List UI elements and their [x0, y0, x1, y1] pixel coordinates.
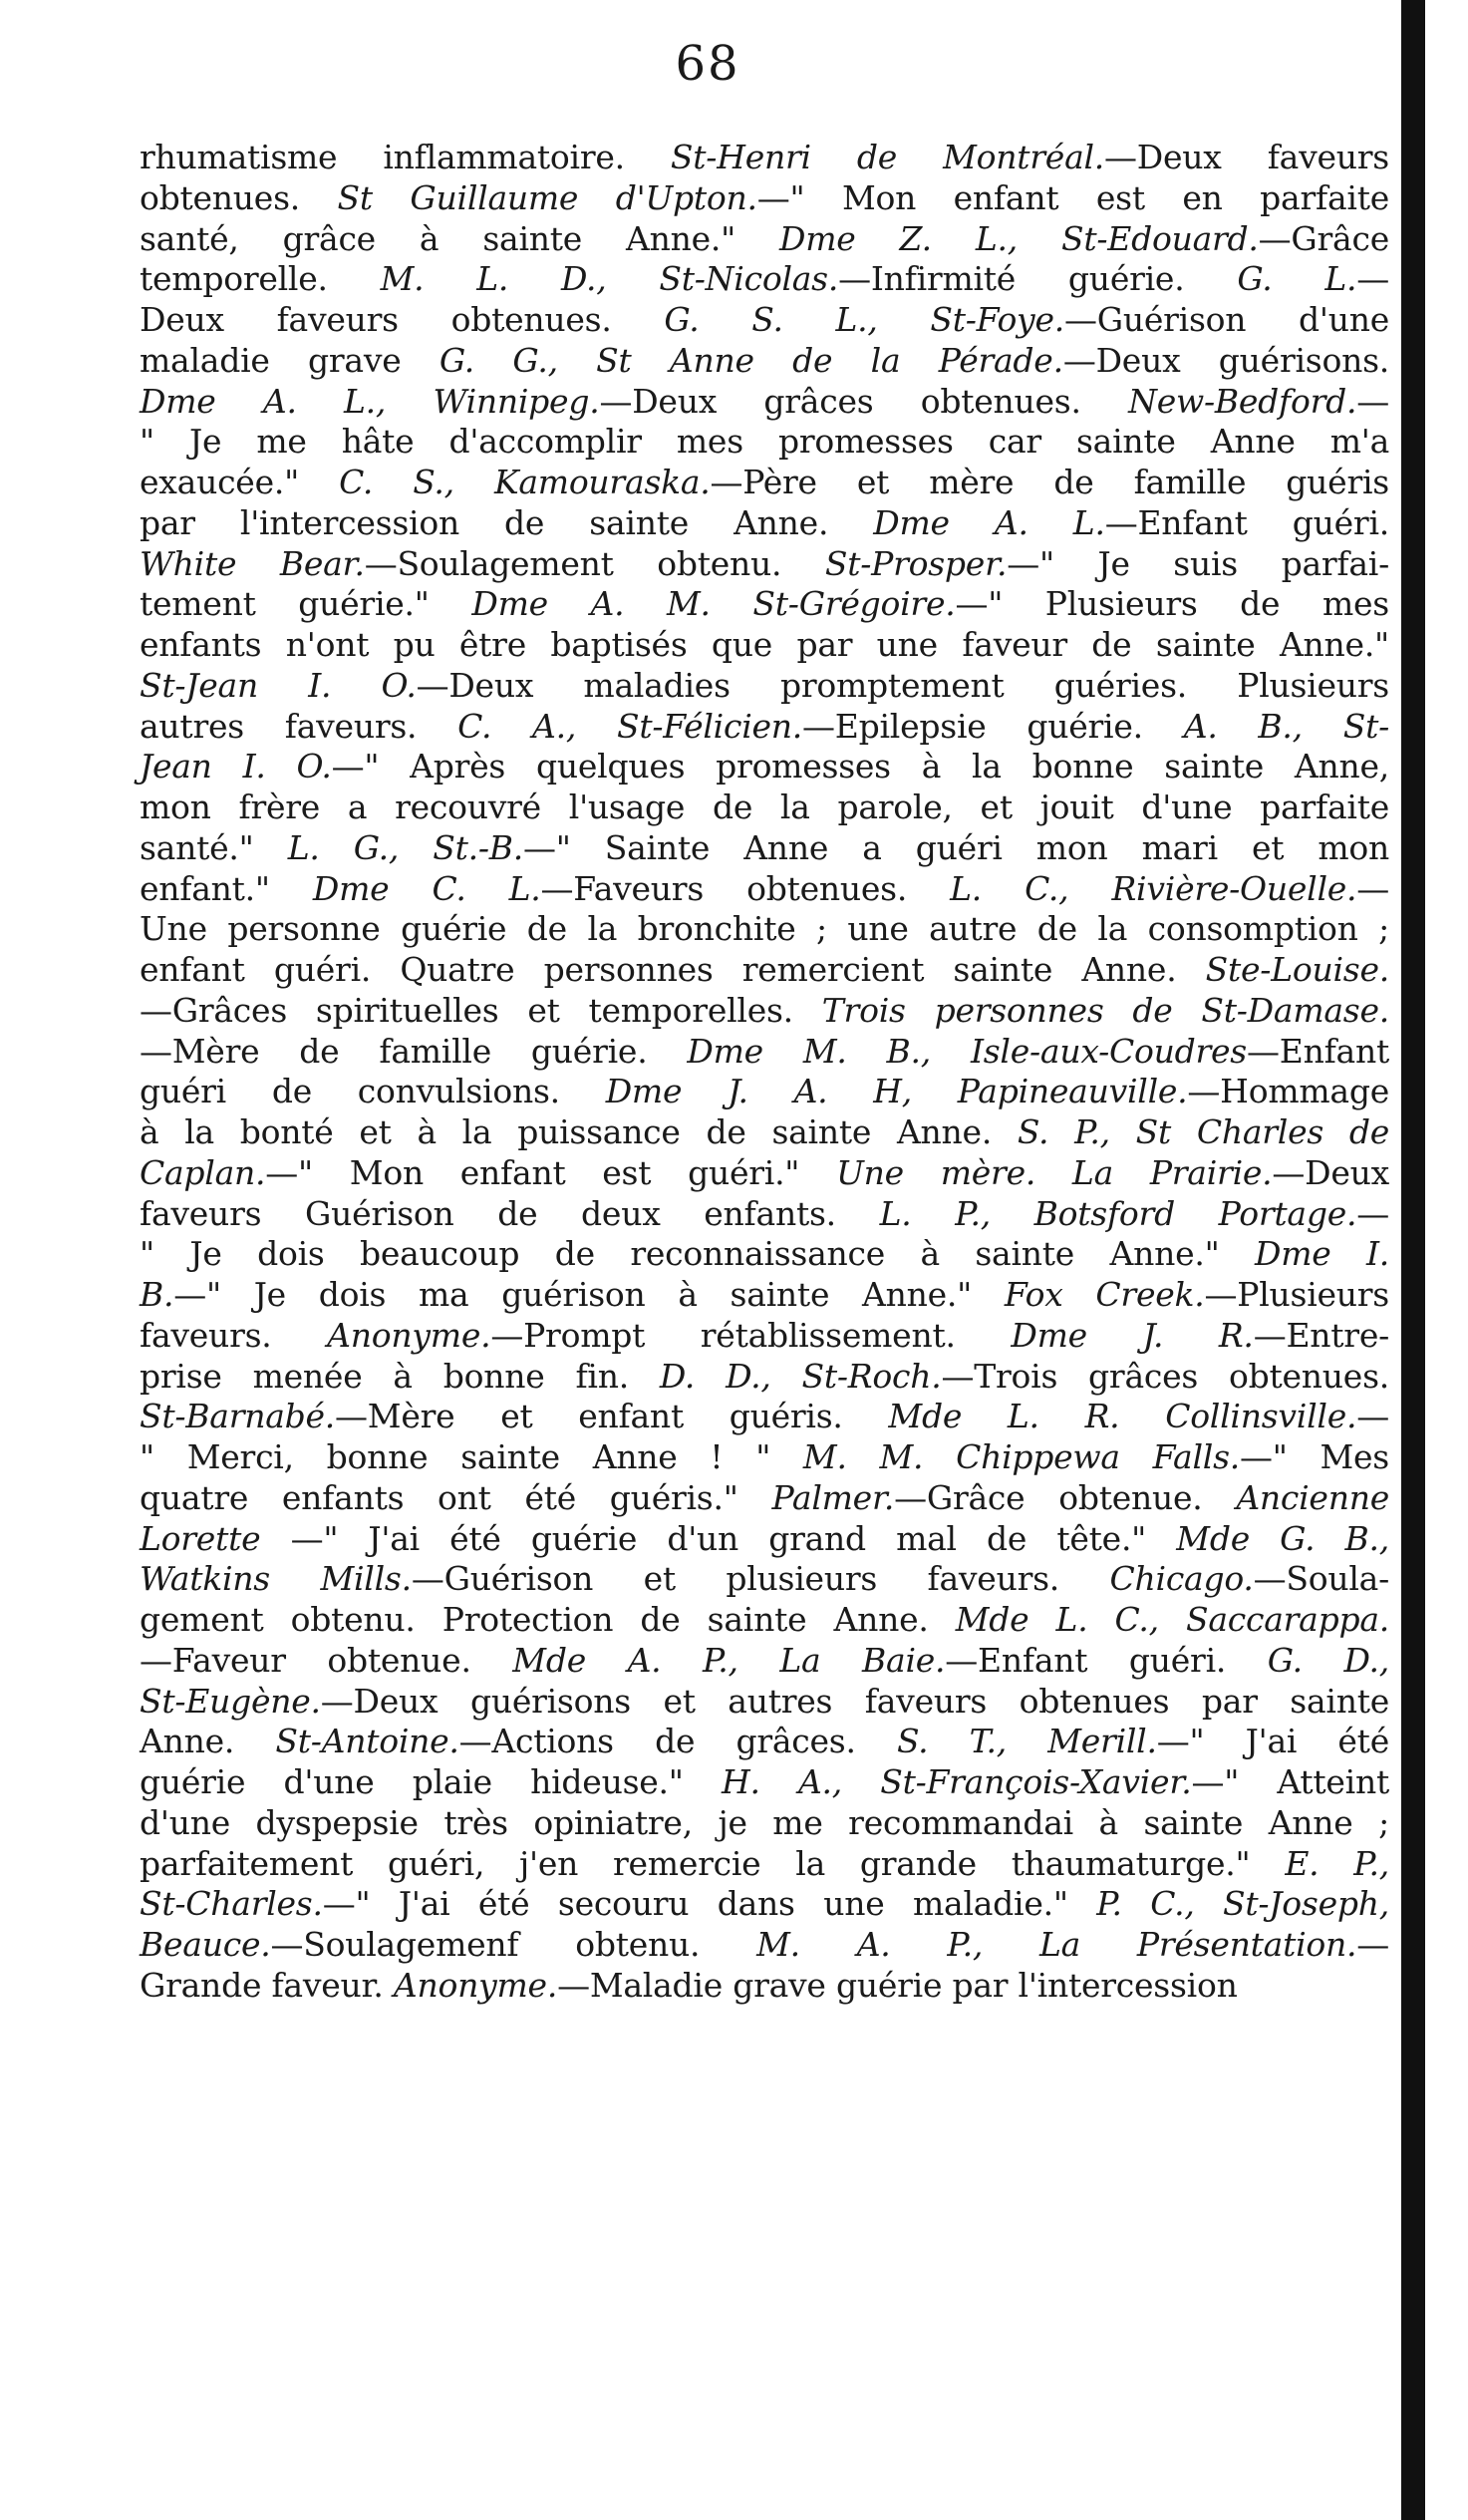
text-line — [140, 747, 1389, 788]
italic-segment: St-Charles. — [140, 1884, 323, 1924]
text-segment: faveurs. — [140, 1315, 328, 1355]
italic-segment: Jean I. O. — [140, 747, 332, 787]
text-segment: —Hommage — [1187, 1072, 1389, 1111]
text-line — [140, 1925, 1389, 1966]
italic-segment: Palmer. — [771, 1477, 895, 1517]
italic-segment: Une mère. La Prairie. — [836, 1152, 1273, 1192]
text-line — [140, 1437, 1389, 1478]
text-segment: —Père et mère de famille guéris — [710, 463, 1389, 501]
text-line — [140, 1478, 1389, 1519]
text-line — [140, 584, 1389, 625]
italic-segment: Ancienne — [1236, 1477, 1389, 1517]
text-segment: Grande faveur. — [140, 1965, 394, 2005]
italic-segment: C. S., Kamouraska. — [339, 463, 711, 501]
text-segment: —" Atteint — [1191, 1762, 1389, 1801]
text-segment: —" Mon enfant est guéri." — [265, 1152, 837, 1192]
italic-segment: Fox Creek. — [1004, 1275, 1205, 1314]
italic-segment: G. G., St Anne de la Pérade. — [439, 340, 1063, 380]
italic-segment: G. D., — [1267, 1640, 1390, 1680]
text-line — [140, 259, 1389, 300]
text-segment: — — [1356, 1193, 1389, 1233]
text-line — [140, 219, 1389, 260]
text-segment: —Deux maladies promptement guéries. Plusieurs — [416, 665, 1389, 705]
italic-segment: Dme A. L. — [873, 502, 1105, 542]
text-segment: guérie d'une plaie hideuse." — [140, 1762, 722, 1801]
text-segment: temporelle. — [140, 259, 381, 299]
text-segment: —Enfant guéri. — [945, 1640, 1268, 1680]
text-segment: —Grâces spirituelles et temporelles. — [140, 990, 822, 1030]
text-segment: — — [1356, 381, 1389, 421]
text-line — [140, 1112, 1389, 1153]
text-segment: obtenues. — [140, 177, 338, 217]
italic-segment: Watkins Mills. — [140, 1559, 412, 1599]
text-segment: —Soulagement obtenu. — [364, 543, 825, 583]
italic-segment: New-Bedford. — [1128, 381, 1357, 421]
text-segment: —Faveur obtenue. — [140, 1640, 513, 1680]
italic-segment: H. A., St-François-Xavier. — [721, 1762, 1192, 1801]
text-segment: —" Plusieurs de mes — [955, 584, 1389, 624]
italic-segment: Dme A. M. St-Grégoire. — [471, 584, 956, 624]
italic-segment: Dme C. L. — [312, 868, 541, 908]
italic-segment: St-Henri de Montréal. — [670, 138, 1105, 176]
text-segment: exaucée." — [140, 463, 340, 501]
text-line — [140, 869, 1389, 910]
italic-segment: A. B., St- — [1183, 706, 1389, 746]
page-number: 68 — [675, 36, 740, 92]
text-segment: —Plusieurs — [1204, 1275, 1389, 1314]
text-line — [140, 1966, 1389, 2007]
text-segment: —Deux guérisons. — [1062, 340, 1390, 380]
text-segment: —Infirmité guérie. — [838, 259, 1238, 299]
text-segment: —" Mes — [1240, 1437, 1389, 1476]
text-line — [140, 625, 1389, 666]
text-segment: —Deux guérisons et autres faveurs obtenues par sainte — [320, 1681, 1389, 1721]
italic-segment: Dme J. R. — [1011, 1315, 1254, 1355]
text-segment: —Deux faveurs — [1104, 138, 1389, 176]
text-line — [140, 1722, 1389, 1762]
page-edge-shadow — [1401, 0, 1425, 2520]
text-line — [140, 1519, 1389, 1560]
text-line — [140, 1682, 1389, 1723]
text-segment: —" J'ai été secouru dans une maladie." — [322, 1884, 1097, 1924]
text-segment: —Enfant — [1247, 1031, 1389, 1071]
text-line — [140, 1762, 1389, 1803]
text-segment: —" Sainte Anne a guéri mon mari et mon — [522, 827, 1390, 867]
text-segment: —Soulagemenf obtenu. — [270, 1925, 757, 1964]
text-line — [140, 300, 1389, 341]
italic-segment: M. L. D., St-Nicolas. — [380, 259, 839, 299]
text-segment: — — [1356, 1397, 1389, 1436]
text-segment: enfant." — [140, 868, 313, 908]
text-line — [140, 1397, 1389, 1437]
text-line — [140, 1600, 1389, 1641]
text-segment: —Deux grâces obtenues. — [599, 381, 1129, 421]
italic-segment: Beauce. — [140, 1925, 271, 1964]
text-line — [140, 341, 1389, 382]
italic-segment: D. D., St-Roch. — [659, 1356, 942, 1396]
text-segment: —Trois grâces obtenues. — [941, 1356, 1389, 1396]
text-segment: —Mère et enfant guéris. — [335, 1397, 889, 1436]
text-line — [140, 422, 1389, 463]
text-line — [140, 828, 1389, 869]
text-segment: d'une dyspepsie très opiniatre, je me recommandai à sainte Anne ; — [140, 1802, 1389, 1842]
italic-segment: G. S. L., St-Foye. — [664, 300, 1064, 339]
text-line — [140, 1884, 1389, 1925]
text-segment: Deux faveurs obtenues. — [140, 300, 665, 339]
italic-segment: St-Antoine. — [275, 1722, 459, 1761]
text-segment: —" J'ai été — [1156, 1722, 1389, 1761]
text-segment: prise menée à bonne fin. — [140, 1356, 660, 1396]
text-segment: —Epilepsie guérie. — [802, 706, 1184, 746]
italic-segment: Dme J. A. H, Papineauville. — [605, 1072, 1188, 1111]
text-segment: à la bonté et à la puissance de sainte Anne. — [140, 1112, 1018, 1151]
text-segment: —" Je suis parfai- — [1007, 543, 1389, 583]
text-line — [140, 1072, 1389, 1112]
text-line — [140, 544, 1389, 585]
italic-segment: White Bear. — [140, 543, 365, 583]
text-segment: —" Mon enfant est en parfaite — [756, 177, 1389, 217]
italic-segment: St-Eugène. — [140, 1681, 321, 1721]
text-line — [140, 463, 1389, 503]
text-segment: " Je me hâte d'accomplir mes promesses car sainte Anne m'a — [140, 422, 1389, 462]
text-segment: —Faveurs obtenues. — [540, 868, 951, 908]
text-segment: — — [1356, 868, 1390, 908]
text-line — [140, 1316, 1389, 1357]
text-segment: —" Je dois ma guérison à sainte Anne." — [173, 1275, 1005, 1314]
text-line — [140, 666, 1389, 707]
italic-segment: St-Barnabé. — [140, 1397, 336, 1436]
italic-segment: Dme M. B., Isle-aux-Coudres — [687, 1031, 1247, 1071]
text-segment: faveurs Guérison de deux enfants. — [140, 1193, 880, 1233]
italic-segment: E. P., — [1285, 1843, 1389, 1883]
text-segment: —Enfant guéri. — [1104, 502, 1389, 542]
text-segment: —Actions de grâces. — [458, 1722, 897, 1761]
text-segment: —Guérison d'une — [1063, 300, 1389, 339]
text-segment: santé." — [140, 827, 288, 867]
text-segment: — — [1356, 259, 1389, 299]
text-segment: — — [1356, 1925, 1389, 1964]
italic-segment: St Guillaume d'Upton. — [337, 177, 757, 217]
text-segment: gement obtenu. Protection de sainte Anne. — [140, 1600, 956, 1639]
text-segment: santé, grâce à sainte Anne." — [140, 218, 780, 258]
text-line — [140, 138, 1389, 178]
italic-segment: S. P., St Charles de — [1017, 1112, 1389, 1151]
italic-segment: Lorette — [140, 1518, 261, 1558]
italic-segment: Dme I. — [1255, 1234, 1389, 1274]
italic-segment: Mde G. B., — [1176, 1518, 1389, 1558]
text-line — [140, 1032, 1389, 1073]
text-segment: —" Après quelques promesses à la bonne sainte Anne, — [331, 747, 1389, 787]
text-segment: " Merci, bonne sainte Anne ! " — [140, 1437, 803, 1476]
text-segment: par l'intercession de sainte Anne. — [140, 502, 874, 542]
text-line — [140, 1234, 1389, 1275]
text-line — [140, 178, 1389, 219]
text-segment: guéri de convulsions. — [140, 1072, 606, 1111]
text-segment: —Mère de famille guérie. — [140, 1031, 688, 1071]
text-segment: Anne. — [140, 1722, 276, 1761]
text-line — [140, 991, 1389, 1032]
italic-segment: Anonyme. — [393, 1965, 558, 2005]
italic-segment: S. T., Merill. — [896, 1722, 1157, 1761]
text-segment: " Je dois beaucoup de reconnaissance à sainte Anne." — [140, 1234, 1255, 1274]
text-line — [140, 1275, 1389, 1316]
italic-segment: Mde L. C., Saccarappa. — [955, 1600, 1390, 1639]
text-segment: autres faveurs. — [140, 706, 458, 746]
italic-segment: Caplan. — [140, 1152, 266, 1192]
text-segment: —Grâce — [1258, 218, 1389, 258]
text-segment: —Guérison et plusieurs faveurs. — [411, 1559, 1110, 1599]
italic-segment: St-Jean I. O. — [140, 665, 417, 705]
text-segment: enfant guéri. Quatre personnes remercient sainte Anne. — [140, 950, 1206, 989]
italic-segment: L. G., St.-B. — [287, 827, 523, 867]
text-segment: rhumatisme inflammatoire. — [140, 138, 671, 176]
text-line — [140, 1803, 1389, 1844]
italic-segment: L. C., Rivière-Ouelle. — [950, 868, 1357, 908]
text-segment: —Prompt rétablissement. — [490, 1315, 1012, 1355]
text-segment: Une personne guérie de la bronchite ; une autre de la consomption ; — [140, 909, 1389, 949]
text-segment: —Entre- — [1253, 1315, 1389, 1355]
italic-segment: Ste-Louise. — [1205, 950, 1389, 989]
text-segment: maladie grave — [140, 340, 440, 380]
italic-segment: P. C., St-Joseph, — [1096, 1884, 1389, 1924]
text-line — [140, 1194, 1389, 1235]
italic-segment: Dme A. L., Winnipeg. — [140, 381, 600, 421]
text-line — [140, 1641, 1389, 1682]
italic-segment: Mde A. P., La Baie. — [512, 1640, 946, 1680]
text-line — [140, 382, 1389, 423]
text-line — [140, 1559, 1389, 1600]
text-segment: —Soula- — [1253, 1559, 1389, 1599]
text-segment: enfants n'ont pu être baptisés que par une faveur de sainte Anne." — [140, 625, 1389, 664]
text-segment: —Deux — [1272, 1152, 1389, 1192]
italic-segment: Anonyme. — [327, 1315, 491, 1355]
text-segment: —Maladie grave guérie par l'intercession — [557, 1965, 1238, 2005]
text-line — [140, 707, 1389, 748]
italic-segment: M. A. P., La Présentation. — [756, 1925, 1357, 1964]
text-line — [140, 909, 1389, 950]
italic-segment: M. M. Chippewa Falls. — [802, 1437, 1240, 1476]
text-segment: mon frère a recouvré l'usage de la parole, et jouit d'une parfaite — [140, 788, 1389, 826]
italic-segment: G. L. — [1237, 259, 1357, 299]
text-line — [140, 1844, 1389, 1885]
italic-segment: Trois personnes de St-Damase. — [821, 990, 1389, 1030]
text-line — [140, 1357, 1389, 1398]
text-segment: parfaitement guéri, j'en remercie la grande thaumaturge." — [140, 1843, 1286, 1883]
body-text — [140, 138, 1389, 2007]
italic-segment: B. — [140, 1275, 174, 1314]
text-segment: —" J'ai été guérie d'un grand mal de tête." — [260, 1518, 1177, 1558]
italic-segment: St-Prosper. — [824, 543, 1008, 583]
text-segment: quatre enfants ont été guéris." — [140, 1477, 772, 1517]
italic-segment: Chicago. — [1109, 1559, 1254, 1599]
italic-segment: C. A., St-Félicien. — [457, 706, 803, 746]
italic-segment: Dme Z. L., St-Edouard. — [779, 218, 1259, 258]
text-line — [140, 788, 1389, 828]
text-line — [140, 1153, 1389, 1194]
text-line — [140, 950, 1389, 991]
italic-segment: L. P., Botsford Portage. — [879, 1193, 1357, 1233]
text-line — [140, 503, 1389, 544]
text-segment: —Grâce obtenue. — [894, 1477, 1237, 1517]
text-segment: tement guérie." — [140, 584, 472, 624]
italic-segment: Mde L. R. Collinsville. — [888, 1397, 1357, 1436]
